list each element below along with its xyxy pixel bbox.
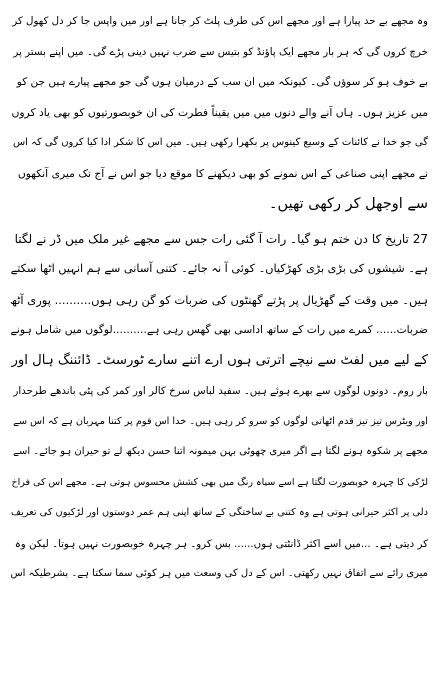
text-line: 27 تاریخ کا دن ختم ہو گیا۔ رات آ گئی رات جس سے مجھے غیر ملک میں ڈر نے لگتا bbox=[14, 231, 428, 246]
text-line: ضربات...... کمرے میں رات کے ساتھ اداسی بھی گھس رہی ہے..........لوگوں میں شامل ہونے bbox=[10, 323, 428, 336]
paragraph-1 bbox=[10, 6, 428, 220]
text-line: ہیں۔ میں وقت کے گھڑیال پر پڑتے گھنٹوں کی ضربات کو گن رہی ہوں.......... پوری آٹھ bbox=[10, 292, 428, 307]
text-line: کر دیتی ہے۔ ...میں اسے اکثر ڈانٹتی ہوں...... بس کرو۔ ہر چہرہ خوبصورت نہیں ہوتا۔ لیکن وہ bbox=[14, 537, 428, 550]
paragraph-2 bbox=[10, 224, 428, 590]
text-line: ہے۔ شیشوں کی بڑی بڑی کھڑکیاں۔ کوئی آ نہ جائے۔ کتنی آسانی سے ہم انہیں اٹھا سکتے bbox=[10, 262, 428, 275]
text-line: گی جو خدا نے کائنات کے وسیع کینوس پر بکھرا رکھی ہیں۔ میں اس کا شکر ادا کیا کروں گی کہ اس bbox=[12, 137, 428, 148]
text-line: خرچ کروں گی کہ ہر بار مجھے ایک پاؤنڈ کو بتیس سے ضرب نہیں دینی پڑے گی۔ میں اپنے بستر پر bbox=[13, 45, 428, 58]
text-line: مجھے پر شکوہ ہونے لگتا ہے اگر میری چھوٹی بہن میمونہ اتنا حسن دیکھ لے تو حیران ہو جائے۔ اسے bbox=[13, 446, 428, 457]
text-line: اور ویٹرس تیز تیز قدم اٹھاتی لوگوں کو سرو کر رہی ہیں۔ خدا اس قوم پر کتنا مہربان ہے کہ اس سے bbox=[13, 415, 428, 427]
text-line: بار روم۔ دونوں لوگوں سے بھرے ہوئے ہیں۔ سفید لباس سرخ کالر اور کمر کی پٹی باندھے طرحدار bbox=[13, 385, 428, 397]
text-line: سے اوجھل کر رکھی تھیں۔ bbox=[269, 196, 428, 212]
text-line: میری رائے سے اتفاق نہیں رکھتی۔ اس کے دل کی وسعت میں ہر کوئی سما سکتا ہے۔ بشرطیکہ اس bbox=[10, 568, 428, 579]
text-line: بے خوف ہو کر سوؤں گی۔ کیونکہ میں ان سب کے درمیان ہوں گی جو مجھے پیارے ہیں جن کو bbox=[16, 76, 428, 88]
text-line: لڑکی کا چہرہ خوبصورت لگتا ہے اسے سیاہ رنگ میں بھی کشش محسوس ہوتی ہے۔ مجھے اس کی فراخ bbox=[11, 476, 428, 488]
text-line: دلی پر اکثر حیرانی ہوتی ہے وہ کتنی بے ساختگی کے ساتھ اپنی ہم عمر دوستوں اور لڑکیوں کی تعریف bbox=[10, 507, 428, 518]
text-line: وہ مجھے بے حد پیارا ہے اور مجھے اس کی طرف پلٹ کر جانا ہے اور میں واپس جا کر دل کھول کر bbox=[12, 15, 428, 27]
text-line: نے مجھے اپنی صناعی کے اس نمونے کو بھی دیکھنے کا موقع دیا جو اس نے آج تک میری آنکھوں bbox=[17, 166, 428, 180]
text-line: میں عزیز ہوں۔ ہاں آنے والے دنوں میں میں یقیناً فطرت کی ان خوبصورتیوں کو بھی یاد کروں bbox=[11, 105, 428, 119]
text-line: کے لیے میں لفٹ سے نیچے اترتی ہوں ارے اتنے سارے ٹورسٹ۔ ڈائننگ ہال اور bbox=[11, 352, 428, 368]
